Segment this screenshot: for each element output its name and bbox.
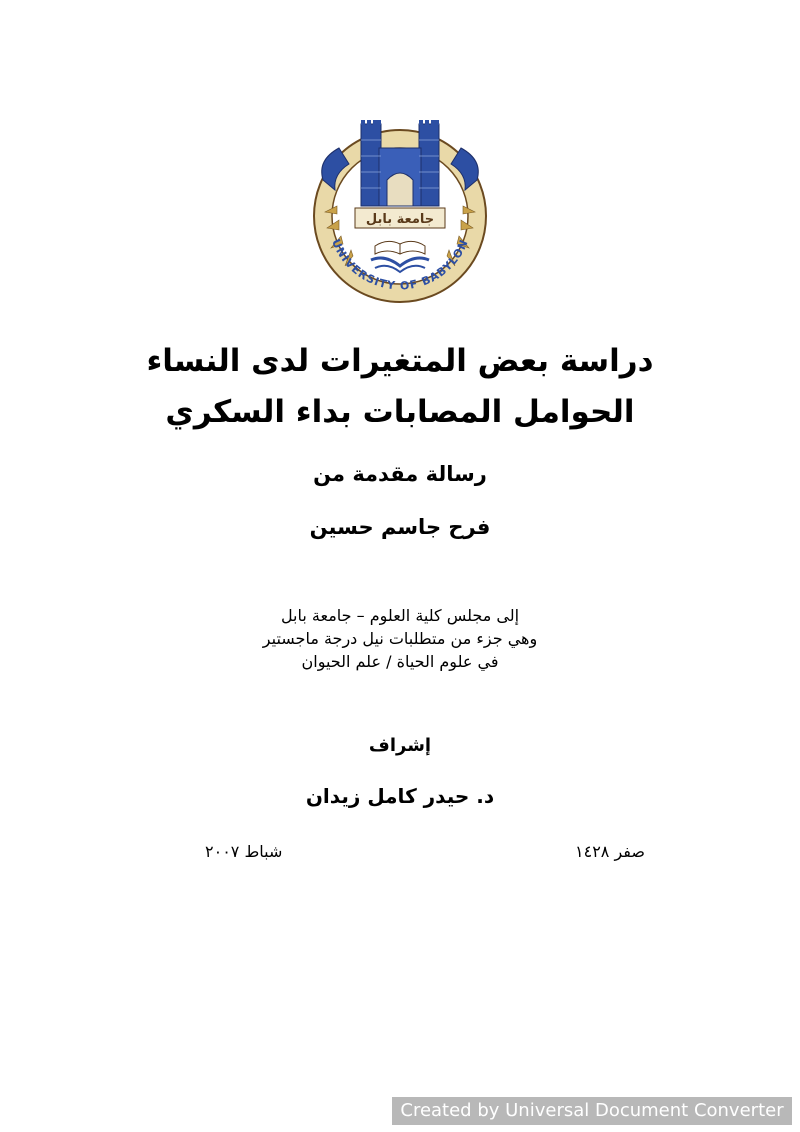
hijri-date: صفر ١٤٢٨ <box>575 842 645 861</box>
submission-line-2: وهي جزء من متطلبات نيل درجة ماجستير <box>262 629 538 648</box>
university-of-babylon-logo <box>309 120 491 310</box>
thesis-title-line-1: دراسة بعض المتغيرات لدى النساء <box>146 343 654 379</box>
author-name: فرح جاسم حسين <box>309 515 491 539</box>
logo-name-ar: جامعة بابل <box>365 212 435 227</box>
submission-line-1: إلى مجلس كلية العلوم – جامعة بابل <box>280 606 520 625</box>
presented-by-label: رسالة مقدمة من <box>313 462 487 486</box>
supervision-label: إشراف <box>368 735 432 756</box>
logo-name-en: UNIVERSITY OF BABYLON <box>329 237 471 293</box>
supervisor-name: د. حيدر كامل زيدان <box>305 784 495 808</box>
thesis-title-line-2: الحوامل المصابات بداء السكري <box>165 394 635 430</box>
converter-watermark: Created by Universal Document Converter <box>392 1097 792 1125</box>
gregorian-date: شباط ٢٠٠٧ <box>205 842 283 861</box>
submission-line-3: في علوم الحياة / علم الحيوان <box>301 652 499 671</box>
